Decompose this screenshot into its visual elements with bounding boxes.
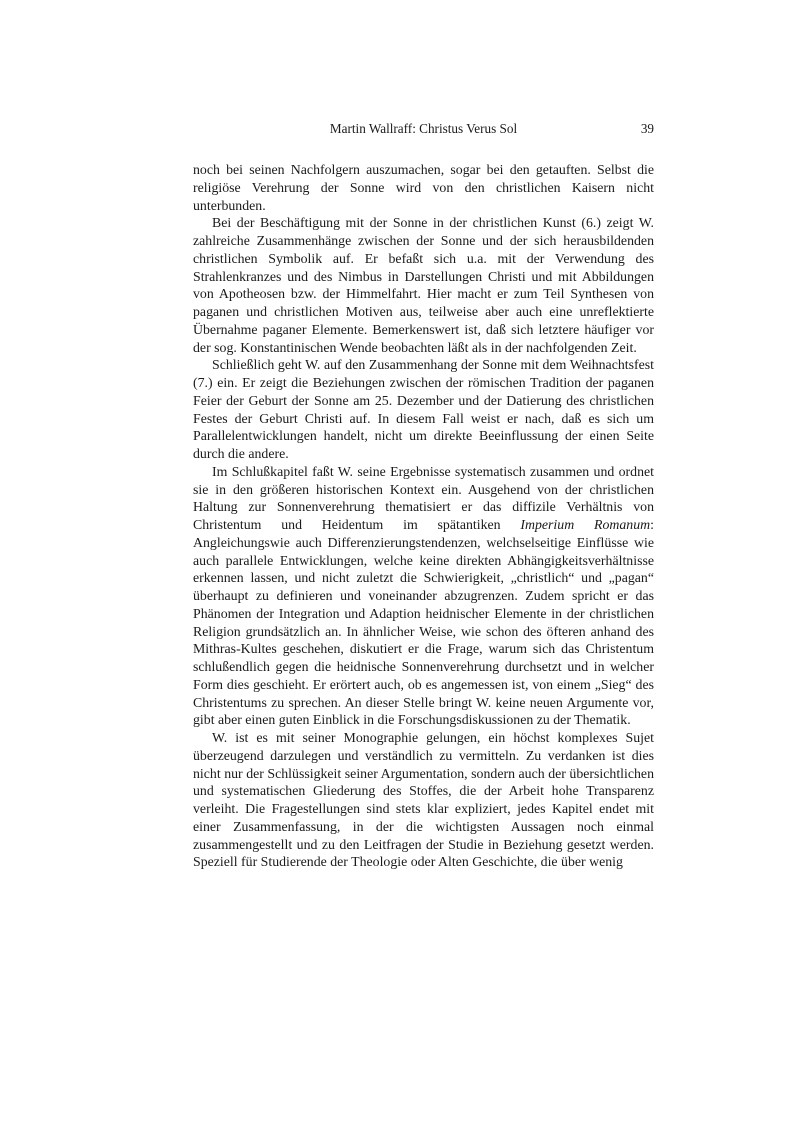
paragraph: noch bei seinen Nachfolgern auszumachen, sogar bei den getauften. Selbst die religiöse Verehrung der Sonne wird von den christlichen Kaisern nicht unterbunden. [193, 162, 654, 213]
running-title: Martin Wallraff: Christus Verus Sol [329, 121, 518, 136]
paragraph-text: Im Schlußkapitel faßt W. seine Ergebnisse systematisch zusammen und ordnet sie in den größeren historischen Kontext ein. Ausgehend von der christlichen Haltung zur Sonnenverehrung thematisiert er das diffizile Verhältnis von Christentum und Heidentum im spätantiken [193, 463, 654, 532]
paragraph: Schließlich geht W. auf den Zusammenhang der Sonne mit dem Weihnachtsfest (7.) ein. Er zeigt die Beziehungen zwischen der römischen Tradition der paganen Feier der Geburt der Sonne am 25. Dezember und der Datierung des christlichen Festes der Geburt Christi auf. In diesem Fall weist er nach, daß es sich um Parallelentwicklungen handelt, nicht um direkte Beeinflussung der einen Seite durch die andere. [193, 357, 654, 461]
paragraph: W. ist es mit seiner Monographie gelungen, ein höchst komplexes Sujet überzeugend darzulegen und verständlich zu vermitteln. Zu verdanken ist dies nicht nur der Schlüssigkeit seiner Argumentation, sondern auch der übersichtlichen und systematischen Gliederung des Stoffes, die der Arbeit hohe Transparenz verleiht. Die Fragestellungen sind stets klar expliziert, jedes Kapitel endet mit einer Zusammenfassung, in der die wichtigsten Aussagen noch einmal zusammengestellt und zu den Leitfragen der Studie in Beziehung gesetzt werden. Speziell für Studierende der Theologie oder Alten Geschichte, die über wenig [193, 730, 654, 870]
paragraph: Bei der Beschäftigung mit der Sonne in der christlichen Kunst (6.) zeigt W. zahlreiche Zusammenhänge zwischen der Sonne und der sich herausbildenden christlichen Symbolik auf. Er befaßt sich u.a. mit der Verwendung des Strahlenkranzes und des Nimbus in Darstellungen Christi und mit Abbildungen von Apotheosen bzw. der Himmelfahrt. Hier macht er zum Teil Synthesen von paganen und christlichen Motiven aus, teilweise aber auch eine unreflektierte Übernahme paganer Elemente. Bemerkenswert ist, daß sich letztere häufiger vor der sog. Konstantinischen Wende beobachten läßt als in der nachfolgenden Zeit. [193, 215, 654, 355]
italic-term: Imperium Romanum [520, 517, 651, 532]
page-number: 39 [640, 121, 654, 136]
paragraph [193, 463, 654, 729]
paragraph-text: : Angleichungswie auch Differenzierungstendenzen, welchselseitige Einflüsse wie auch parallele Entwicklungen, welche keine direkten Abhängigkeitsverhältnisse erkennen lassen, und nicht zuletzt die Schwierigkeit, „christlich“ und „pagan“ überhaupt zu definieren und voneinander abzugrenzen. Zudem spricht er das Phänomen der Integration und Adaption heidnischer Elemente in der christlichen Religion grundsätzlich an. In ähnlicher Weise, wie schon des öfteren anhand des Mithras-Kultes geschehen, diskutiert er die Frage, warum sich das Christentum schlußendlich gegen die heidnische Sonnenverehrung durchsetzt und in welcher Form dies geschieht. Er erörtert auch, ob es angemessen ist, von einem „Sieg“ des Christentums zu sprechen. An dieser Stelle bringt W. keine neuen Argumente vor, gibt aber einen guten Einblick in die Forschungsdiskussionen zu der Thematik. [193, 517, 654, 728]
body-text [193, 161, 654, 871]
running-header [193, 119, 654, 139]
